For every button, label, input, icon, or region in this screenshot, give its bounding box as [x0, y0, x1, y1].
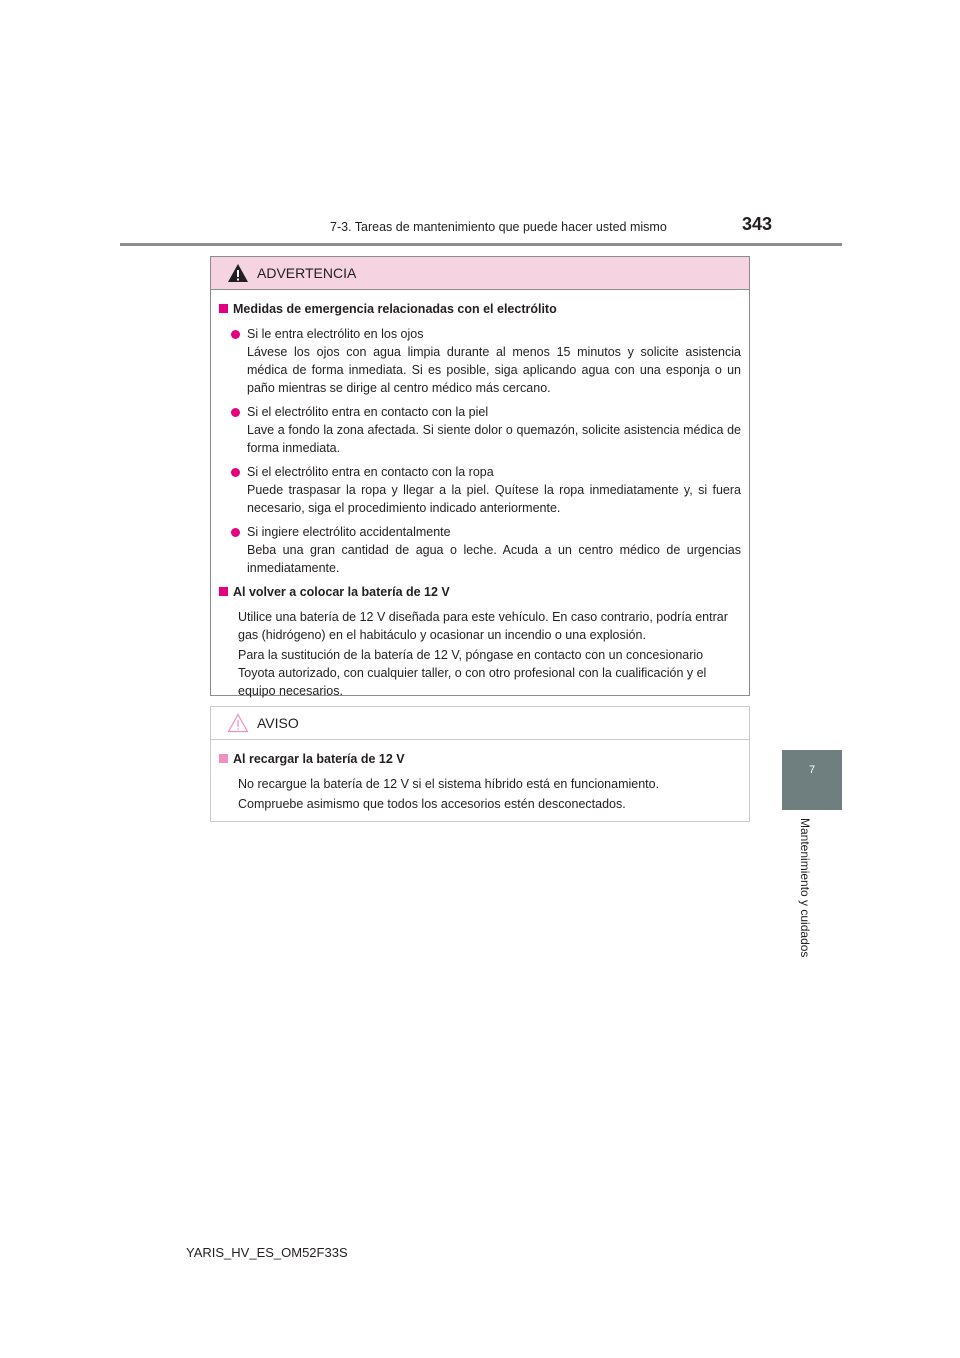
list-item — [231, 463, 741, 517]
bullet-title: Si ingiere electrólito accidentalmente — [247, 525, 451, 539]
chapter-side-label: Mantenimiento y cuidados — [798, 818, 812, 958]
chapter-tab — [782, 750, 842, 810]
bullet-text: Lave a fondo la zona afectada. Si siente dolor o quemazón, solicite asistencia médica de forma inmediata. — [247, 423, 741, 455]
notice-box — [210, 706, 750, 822]
list-item — [231, 403, 741, 457]
bullet-text: Beba una gran cantidad de agua o leche. Acuda a un centro médico de urgencias inmediatamente. — [247, 543, 741, 575]
paragraph: Para la sustitución de la batería de 12 V, póngase en contacto con un concesionario Toyota autorizado, con cualquier taller, o con otro profesional con la cualificación y el equipo necesarios. — [238, 648, 707, 698]
round-bullet-icon — [231, 528, 240, 537]
bullet-title: Si el electrólito entra en contacto con la ropa — [247, 465, 494, 479]
section-heading-text: Al recargar la batería de 12 V — [233, 752, 405, 766]
square-bullet-icon — [219, 304, 228, 313]
header-title: 7-3. Tareas de mantenimiento que puede hacer usted mismo — [330, 220, 667, 234]
warning-triangle-icon — [227, 263, 249, 283]
caution-triangle-icon — [227, 713, 249, 733]
page-number: 343 — [742, 214, 773, 234]
section-heading — [219, 300, 741, 318]
round-bullet-icon — [231, 330, 240, 339]
list-item — [231, 325, 741, 397]
warning-title: ADVERTENCIA — [257, 265, 357, 281]
warning-box — [210, 256, 750, 696]
header-rule — [120, 243, 842, 246]
bullet-title: Si el electrólito entra en contacto con la piel — [247, 405, 489, 419]
list-item — [231, 523, 741, 577]
chapter-number: 7 — [808, 764, 816, 776]
paragraph: Utilice una batería de 12 V diseñada para este vehículo. En caso contrario, podría entrar gas (hidrógeno) en el habitáculo y ocasionar un incendio o una explosión. — [238, 610, 728, 642]
notice-body — [211, 740, 749, 813]
warning-header — [211, 257, 749, 290]
paragraph: Compruebe asimismo que todos los accesorios estén desconectados. — [238, 797, 626, 811]
bullet-text: Puede traspasar la ropa y llegar a la piel. Quítese la ropa inmediatamente y, si fuera necesario, siga el procedimiento indicado anteriormente. — [247, 483, 741, 515]
section-heading — [219, 750, 741, 768]
bullet-text: Lávese los ojos con agua limpia durante al menos 15 minutos y solicite asistencia médica de forma inmediata. Si es posible, siga aplicando agua con una esponja o un paño mientras se dirige al centro médico más cercano. — [247, 345, 741, 395]
warning-body — [211, 290, 749, 700]
round-bullet-icon — [231, 408, 240, 417]
paragraph: No recargue la batería de 12 V si el sistema híbrido está en funcionamiento. — [238, 777, 660, 791]
notice-title: AVISO — [257, 715, 299, 731]
document-code: YARIS_HV_ES_OM52F33S — [186, 1245, 348, 1260]
round-bullet-icon — [231, 468, 240, 477]
square-bullet-icon — [219, 754, 228, 763]
square-bullet-icon — [219, 587, 228, 596]
section-heading-text: Medidas de emergencia relacionadas con el electrólito — [233, 302, 557, 316]
bullet-title: Si le entra electrólito en los ojos — [247, 327, 424, 341]
section-heading — [219, 583, 741, 601]
notice-header — [211, 707, 749, 740]
section-heading-text: Al volver a colocar la batería de 12 V — [233, 585, 450, 599]
